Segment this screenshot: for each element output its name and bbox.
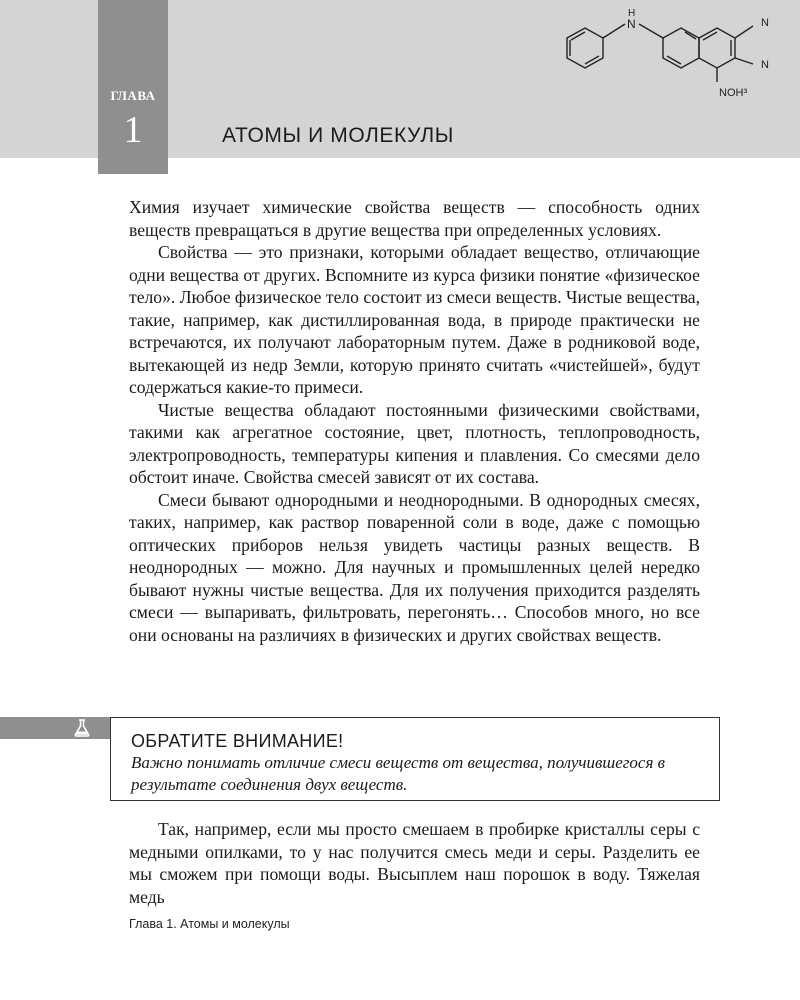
main-body-text bbox=[129, 196, 700, 646]
paragraph-1: Химия изучает химические свойства веществ — способность одних веществ превращаться в другие вещества при определенных условиях. bbox=[129, 197, 700, 240]
flask-icon bbox=[72, 718, 92, 738]
chapter-number: 1 bbox=[123, 109, 143, 151]
molecule-n-label: N bbox=[627, 17, 636, 31]
paragraph-2: Свойства — это признаки, которыми обладает вещество, отличающие одни вещества от других. Вспомните из курса физики понятие «физическое тело». Любое физическое тело состоит из смеси веществ. Чистые вещества, такие, например, как дистиллированная вода, в природе практически не встречаются, их получают лабораторным путем. Даже в родниковой воде, вытекающей из недр Земли, которую принято считать «чистейшей», будут содержаться какие-то примеси. bbox=[129, 242, 700, 397]
molecule-noh3-label: NOH³ bbox=[719, 87, 748, 99]
note-title: ОБРАТИТЕ ВНИМАНИЕ! bbox=[131, 731, 344, 751]
attention-note-box bbox=[110, 717, 720, 801]
molecule-n-label-2: N bbox=[761, 59, 769, 71]
continuation-text bbox=[129, 818, 700, 908]
note-text: Важно понимать отличие смеси веществ от вещества, получившегося в результате соединения двух веществ. bbox=[131, 753, 665, 794]
chapter-label: ГЛАВА bbox=[110, 88, 156, 103]
molecule-n-label-1: N bbox=[761, 17, 769, 29]
note-marker-bar bbox=[0, 717, 110, 739]
running-footer: Глава 1. Атомы и молекулы bbox=[129, 917, 290, 931]
molecule-h-label: H bbox=[628, 8, 636, 19]
chapter-title: АТОМЫ И МОЛЕКУЛЫ bbox=[222, 124, 454, 147]
paragraph-4: Смеси бывают однородными и неоднородными. В однородных смесях, таких, например, как раствор поваренной соли в воде, даже с помощью оптических приборов нельзя увидеть частицы разных веществ. В неоднородных — можно. Для научных и промышленных целей нередко бывают нужны чистые вещества. Для их получения приходится разделять смеси — выпаривать, фильтровать, перегонять… Способов много, но все они основаны на различиях в физических и других свойствах веществ. bbox=[129, 489, 700, 645]
molecule-structure-illustration bbox=[555, 6, 795, 101]
paragraph-3: Чистые вещества обладают постоянными физическими свойствами, такими как агрегатное состояние, цвет, плотность, теплопроводность, электропроводность, температуры кипения и плавления. Со смесями дело обстоит иначе. Свойства смесей зависят от их состава. bbox=[129, 399, 700, 487]
continuation-paragraph: Так, например, если мы просто смешаем в пробирке кристаллы серы с медными опилками, то у нас получится смесь меди и серы. Разделить ее мы сможем при помощи воды. Высыплем наш порошок в воду. Тяжелая медь bbox=[129, 819, 700, 907]
chapter-tab bbox=[98, 0, 168, 174]
